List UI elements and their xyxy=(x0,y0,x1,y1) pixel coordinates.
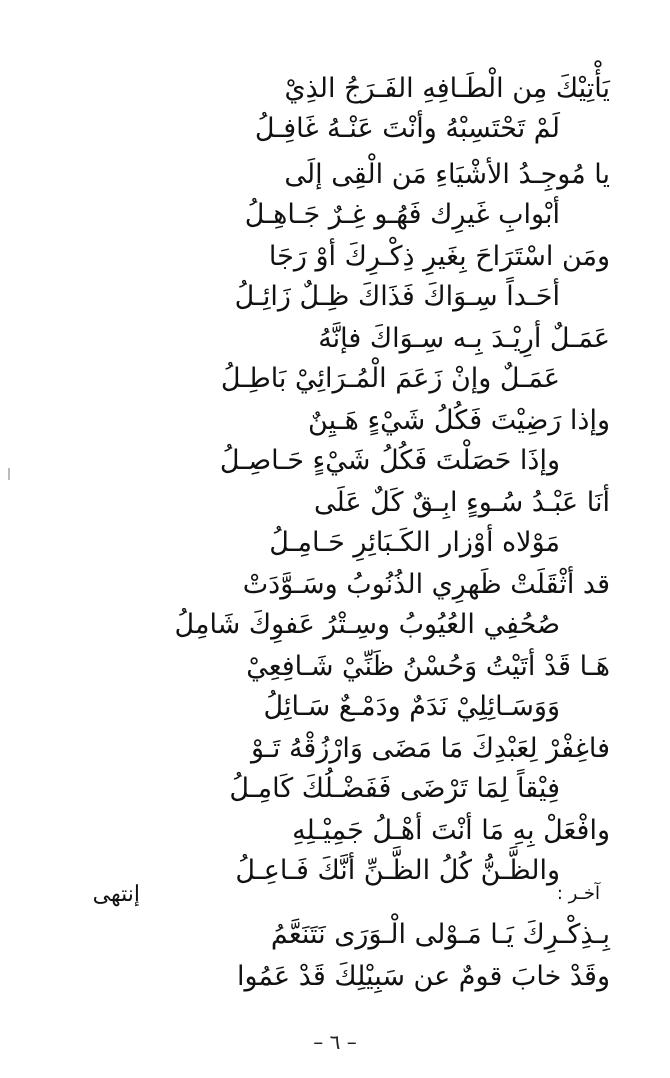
poem-line: ومَن اسْتَرَاحَ بِغَيرِ ذِكْـرِكَ أوْ رَجَا xyxy=(268,241,610,272)
poem-line: هَـا قَدْ أتَيْتُ وَحُسْنُ ظَنِّيْ شَـافِعِيْ xyxy=(246,651,610,682)
poem-line: أحَـداً سِـوَاكَ فَذَاكَ ظِـلٌ زَائِـلُ xyxy=(234,281,560,312)
poem-line: وإذا رَضِيْتَ فَكُلُ شَيْءٍ هَـيِنٌ xyxy=(308,405,610,436)
poem-line: أبْوابِ غَيرِك فَهُـو غِـرٌ جَـاهِـلُ xyxy=(244,199,560,230)
poem-line: صُحُفِي العُيُوبُ وسِـتْرُ عَفوِكَ شَامِلُ xyxy=(174,609,560,640)
poem-line: وإذَا حَصَلْتَ فَكُلُ شَيْءٍ حَـاصِـلُ xyxy=(219,445,560,476)
poem-line: لَمْ تَحْتَسِبْهُ وأنْتَ عَنْـهُ غَافِـلُ xyxy=(254,113,560,144)
poem-line: وافْعَلْ بِهِ مَا أنْتَ أهْـلُ جَمِيْـلِهِ xyxy=(292,815,610,846)
poem-line: فِيْقاً لِمَا تَرْضَى فَفَضْـلُكَ كَامِـلُ xyxy=(229,773,560,804)
poem-line: يا مُوجِـدُ الأشْيَاءِ مَن الْقِى إلَى xyxy=(284,159,610,190)
poem-line: فاغِفْرْ لِعَبْدِكَ مَا مَضَى وَارْزُقْهُ تَـوْ xyxy=(251,733,610,764)
appendix-line: بِـذِكْـرِكَ يَـا مَـوْلى الْـوَرَى نَتَنَعَّمُ xyxy=(270,919,610,950)
end-label: إنتهى xyxy=(92,882,140,907)
poem-line: عَمَـلٌ أرِيْـدَ بِـه سِـوَاكَ فإنَّهُ xyxy=(318,323,610,354)
page-number: – ٦ – xyxy=(313,1030,357,1054)
poem-line: مَوْلاه أوْزار الكَـبَائِرِ حَـامِـلُ xyxy=(269,527,560,558)
margin-mark xyxy=(8,468,10,480)
appendix-line: وقَدْ خابَ قومٌ عن سَبِيْلِكَ قَدْ عَمُوا xyxy=(236,961,610,992)
poem-line: وَوَسَـائِلِيْ نَدَمٌ ودَمْـعٌ سَـائِلُ xyxy=(263,691,560,722)
poem-line: عَمَـلٌ وإنْ زَعَمَ الْمُـرَائِيْ بَاطِـلُ xyxy=(220,363,560,394)
poem-line: قد أثْقَلَتْ ظَهرِي الذُنُوبُ وسَـوَّدَتْ xyxy=(242,569,610,600)
poem-line: والظَّـنُّ كُلُ الظَّـنِّ أنَّكَ فَـاعِـلُ xyxy=(235,855,560,886)
poem-line: أنَا عَبْـدُ سُـوءٍ ابِـقٌ كَلٌ عَلَى xyxy=(314,487,610,518)
poem-line: يَأْتِيْكَ مِن الْطَـافِهِ الفَـرَجُ الذِيْ xyxy=(284,73,610,104)
appendix-label: آخـر : xyxy=(556,883,600,904)
